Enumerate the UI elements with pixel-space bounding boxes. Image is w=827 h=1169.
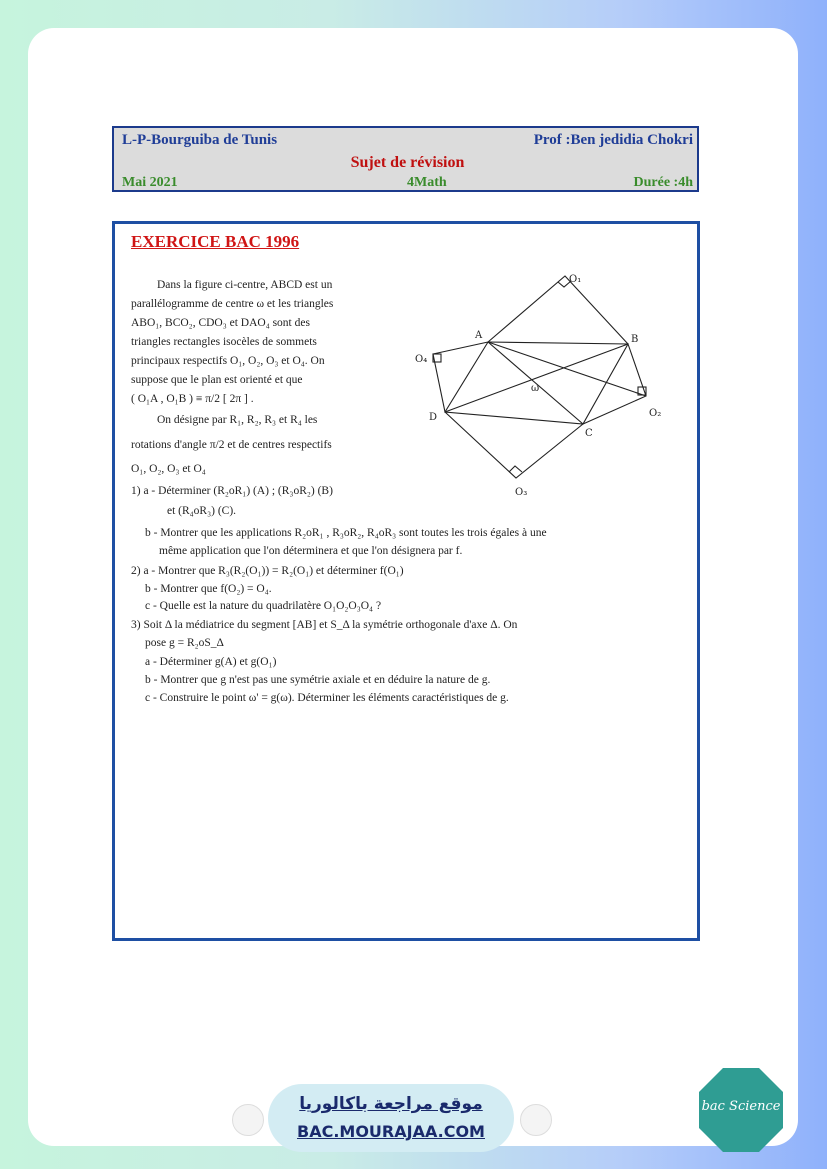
triangle-bco2 bbox=[583, 344, 646, 424]
exercise-title: EXERCICE BAC 1996 bbox=[131, 232, 300, 251]
question-line: a - Déterminer g(A) et g(O₁) bbox=[145, 656, 277, 668]
diagonal-bd bbox=[445, 344, 628, 412]
footer-site-link[interactable]: BAC.MOURAJAA.COM bbox=[297, 1122, 485, 1141]
intro-line: principaux respectifs O₁, O₂, O₃ et O₄. On bbox=[131, 355, 325, 367]
intro-line: ( O₁A , O₁B ) ≡ π/2 [ 2π ] . bbox=[131, 393, 254, 405]
intro-line: suppose que le plan est orienté et que bbox=[131, 374, 303, 386]
segment-ao2 bbox=[488, 342, 646, 396]
right-logo-badge bbox=[520, 1104, 552, 1136]
bac-science-text: bac Science bbox=[701, 1099, 781, 1114]
question-line: même application que l'on déterminera et que l'on désignera par f. bbox=[159, 545, 463, 557]
footer-banner[interactable] bbox=[268, 1084, 514, 1152]
right-angle-o3 bbox=[509, 466, 522, 472]
question-line: c - Quelle est la nature du quadrilatère O₁O₂O₃O₄ ? bbox=[145, 600, 382, 612]
exercise-box bbox=[112, 221, 700, 941]
intro-line: Dans la figure ci-centre, ABCD est un bbox=[157, 279, 333, 291]
exam-duration: Durée :4h bbox=[633, 175, 693, 190]
intro-line: O₁, O₂, O₃ et O₄ bbox=[131, 463, 206, 475]
question-line: b - Montrer que g n'est pas une symétrie axiale et en déduire la nature de g. bbox=[145, 674, 491, 686]
subject-title: Sujet de révision bbox=[350, 154, 465, 171]
label-b: B bbox=[631, 334, 639, 345]
question-line: b - Montrer que les applications R₂oR₁ , R₃oR₂, R₄oR₃ sont toutes les trois égales à une bbox=[145, 527, 547, 539]
label-a: A bbox=[475, 330, 483, 341]
question-line: 2) a - Montrer que R₃(R₂(O₁)) = R₂(O₁) et déterminer f(O₁) bbox=[131, 565, 404, 577]
intro-line: triangles rectangles isocèles de sommets bbox=[131, 336, 317, 348]
exam-class: 4Math bbox=[407, 175, 447, 190]
label-d: D bbox=[429, 412, 438, 423]
label-omega: ω bbox=[531, 383, 540, 394]
question-line: 1) a - Déterminer (R₂oR₁) (A) ; (R₃oR₂) (B) bbox=[131, 485, 333, 497]
exam-header bbox=[112, 126, 699, 192]
question-line: pose g = R₂oS_Δ bbox=[145, 637, 224, 649]
intro-line: On désigne par R₁, R₂, R₃ et R₄ les bbox=[157, 414, 318, 426]
question-line: 3) Soit Δ la médiatrice du segment [AB] et S_Δ la symétrie orthogonale d'axe Δ. On bbox=[131, 619, 518, 631]
label-o2: O₂ bbox=[649, 408, 662, 419]
question-line: b - Montrer que f(O₂) = O₄. bbox=[145, 583, 272, 595]
triangle-abo1 bbox=[488, 276, 628, 344]
geometry-figure bbox=[413, 270, 673, 500]
exam-date: Mai 2021 bbox=[122, 175, 178, 190]
school-name: L-P-Bourguiba de Tunis bbox=[122, 132, 278, 148]
label-o1: O₁ bbox=[569, 274, 582, 285]
intro-line: rotations d'angle π/2 et de centres respectifs bbox=[131, 439, 332, 451]
footer-arabic-title: موقع مراجعة باكالوريا bbox=[299, 1094, 483, 1114]
teacher-name: Prof :Ben jedidia Chokri bbox=[533, 132, 693, 148]
label-c: C bbox=[585, 428, 593, 439]
label-o4: O₄ bbox=[415, 354, 428, 365]
label-o3: O₃ bbox=[515, 487, 528, 498]
triangle-dao4 bbox=[433, 342, 488, 412]
left-logo-badge bbox=[232, 1104, 264, 1136]
question-line: c - Construire le point ω' = g(ω). Déterminer les éléments caractéristiques de g. bbox=[145, 692, 509, 704]
intro-line: parallélogramme de centre ω et les triangles bbox=[131, 298, 334, 310]
intro-line: ABO₁, BCO₂, CDO₃ et DAO₄ sont des bbox=[131, 317, 310, 329]
question-line: et (R₄oR₃) (C). bbox=[167, 505, 237, 517]
